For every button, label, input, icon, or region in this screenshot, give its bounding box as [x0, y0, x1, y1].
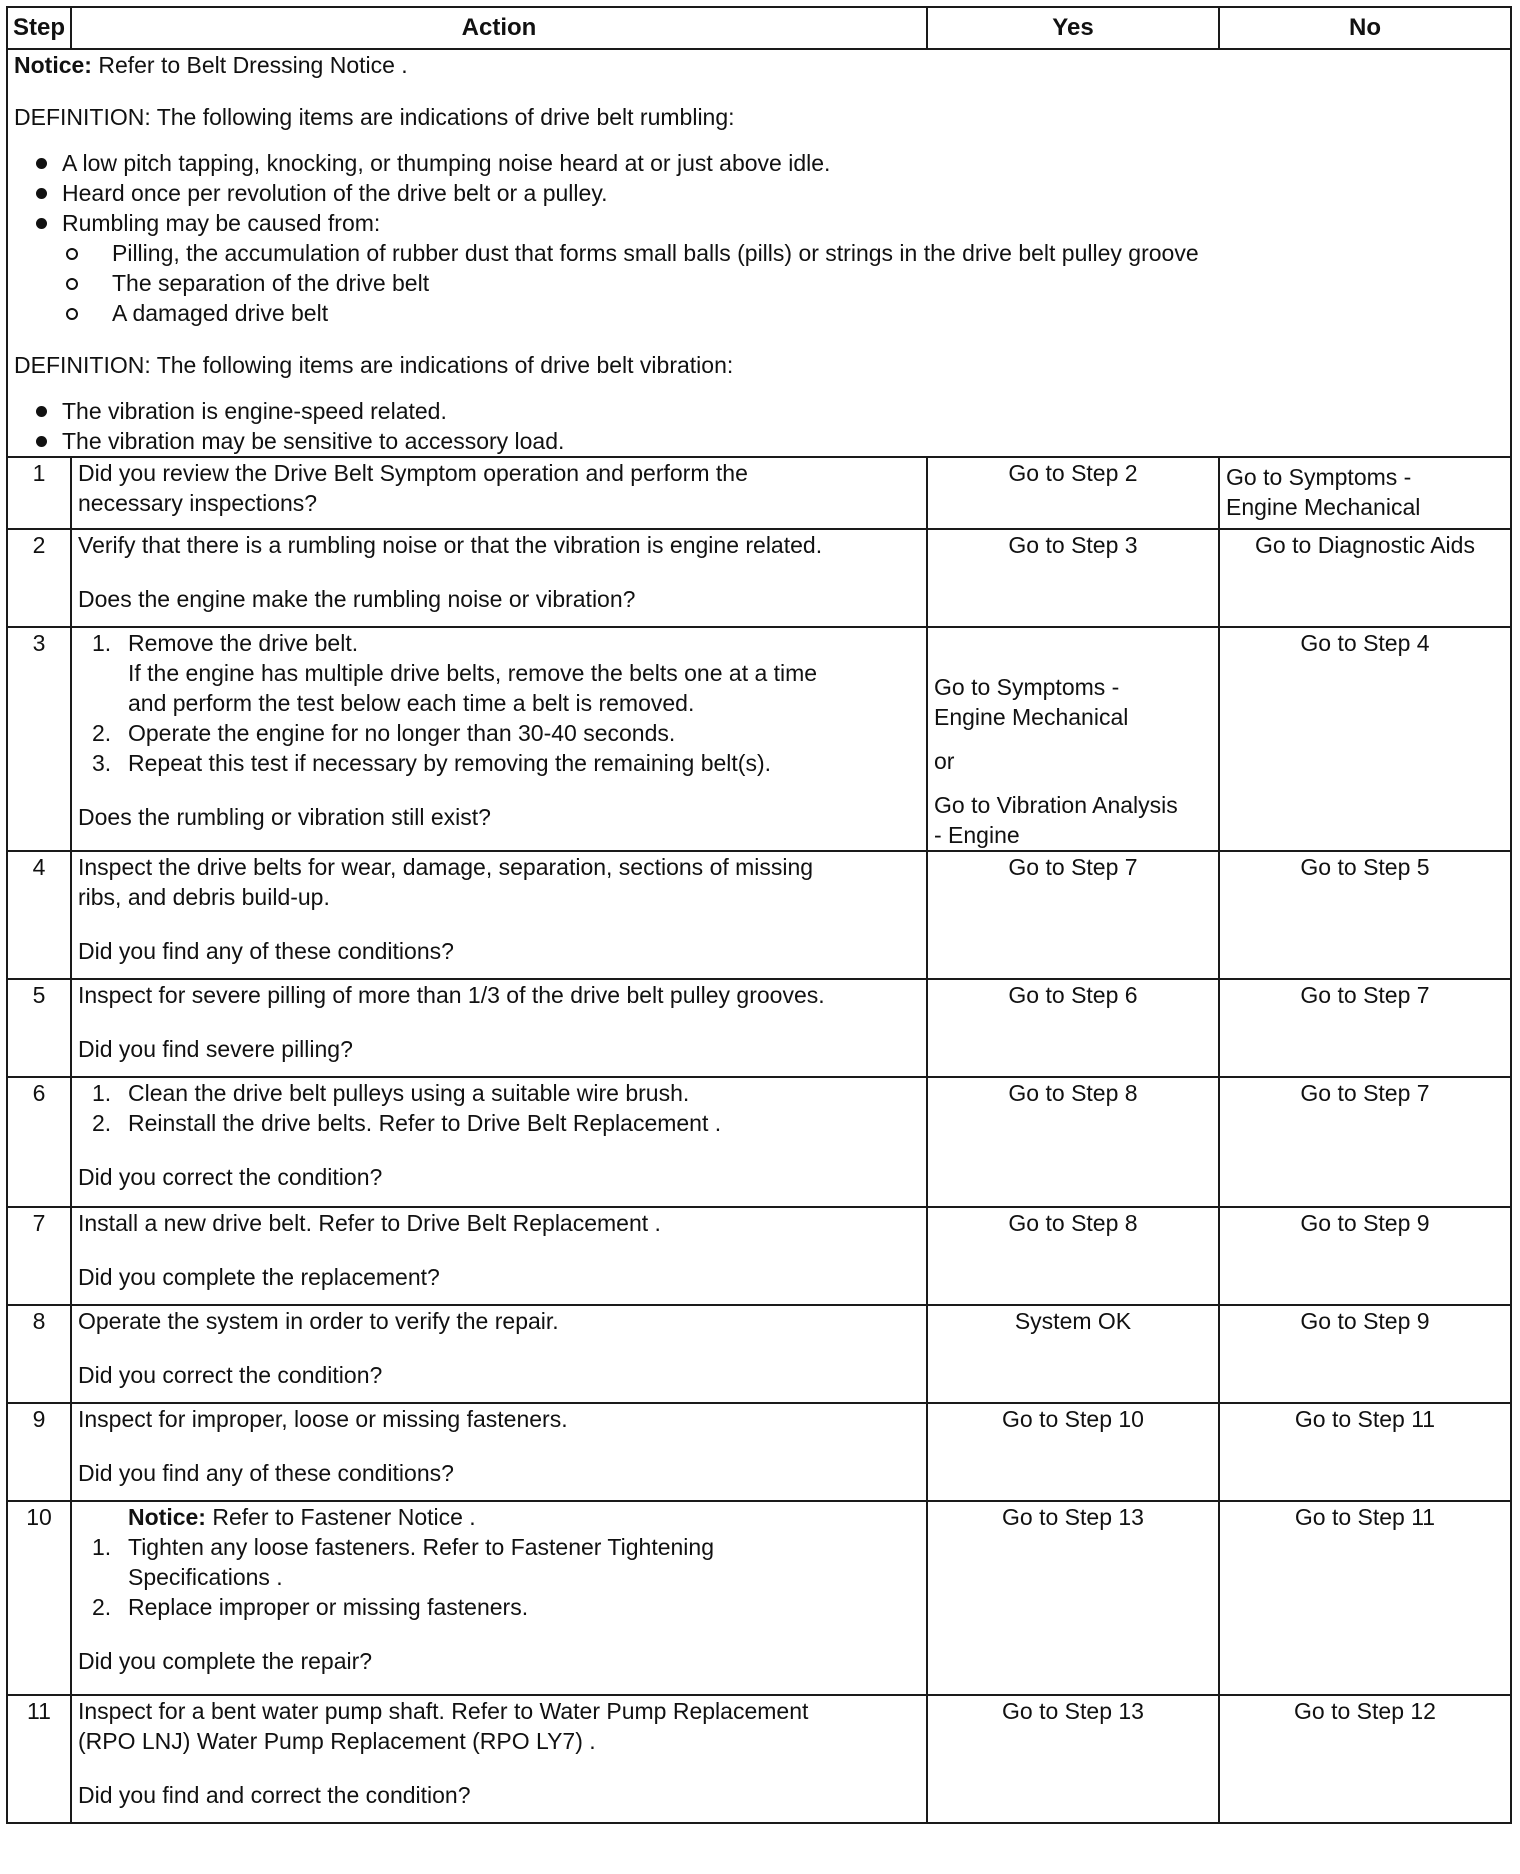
- bullet-icon: [36, 436, 47, 447]
- yes-line: Go to Symptoms -: [934, 674, 1120, 700]
- no-cell: Go to Step 5: [1219, 851, 1511, 979]
- list-item: [78, 628, 920, 718]
- step-number: 2: [7, 529, 71, 627]
- item-line: Remove the drive belt.: [128, 630, 359, 656]
- notice-text: Refer to Belt Dressing Notice .: [98, 52, 408, 78]
- question-text: Did you find severe pilling?: [78, 1036, 353, 1062]
- table-row: [7, 627, 1511, 851]
- action-line: Operate the system in order to verify the repair.: [78, 1308, 559, 1334]
- bullet-icon: [36, 188, 47, 199]
- notice-label: Notice:: [128, 1504, 206, 1530]
- yes-cell: Go to Step 13: [927, 1501, 1219, 1695]
- vibration-bullet-list: [14, 396, 1504, 456]
- yes-cell: Go to Step 7: [927, 851, 1219, 979]
- header-row: [7, 7, 1511, 49]
- step-number: 9: [7, 1403, 71, 1501]
- header-action: Action: [71, 7, 927, 49]
- bullet-icon: [36, 218, 47, 229]
- belt-dressing-notice: [14, 50, 1504, 80]
- action-line: Inspect the drive belts for wear, damage, separation, sections of missing: [78, 854, 814, 880]
- action-line: ribs, and debris build-up.: [78, 884, 330, 910]
- item-number: 1.: [92, 1080, 112, 1106]
- question-text: Did you complete the repair?: [78, 1648, 373, 1674]
- step-number: 8: [7, 1305, 71, 1403]
- list-item: [78, 748, 920, 778]
- action-line: (RPO LNJ) Water Pump Replacement (RPO LY7) .: [78, 1728, 596, 1754]
- item-number: 1.: [92, 630, 112, 656]
- intro-row: [7, 49, 1511, 457]
- question-text: Does the rumbling or vibration still exist?: [78, 804, 491, 830]
- no-cell: Go to Step 7: [1219, 979, 1511, 1077]
- no-line: Go to Symptoms -: [1226, 464, 1412, 490]
- rumbling-bullet-list: [14, 148, 1504, 328]
- yes-cell: System OK: [927, 1305, 1219, 1403]
- sub-bullet-text: The separation of the drive belt: [112, 270, 430, 296]
- item-line: Clean the drive belt pulleys using a suitable wire brush.: [128, 1080, 690, 1106]
- step-number: 6: [7, 1077, 71, 1207]
- fastener-notice: [78, 1502, 920, 1532]
- rumbling-cause-list: [62, 238, 1504, 328]
- definition-vibration: DEFINITION: The following items are indications of drive belt vibration:: [14, 352, 734, 378]
- list-item: [14, 208, 1504, 328]
- step-number: 7: [7, 1207, 71, 1305]
- list-item: [78, 718, 920, 748]
- question-text: Did you correct the condition?: [78, 1164, 383, 1190]
- procedure-list: [78, 1532, 920, 1622]
- header-no: No: [1219, 7, 1511, 49]
- item-line: Repeat this test if necessary by removing the remaining belt(s).: [128, 750, 772, 776]
- action-cell: [71, 1305, 927, 1403]
- table-row: [7, 1501, 1511, 1695]
- yes-line: or: [934, 748, 955, 774]
- item-line: Replace improper or missing fasteners.: [128, 1594, 529, 1620]
- item-number: 3.: [92, 750, 112, 776]
- table-row: [7, 851, 1511, 979]
- no-cell: Go to Step 9: [1219, 1207, 1511, 1305]
- notice-label: Notice:: [14, 52, 92, 78]
- question-text: Did you correct the condition?: [78, 1362, 383, 1388]
- no-cell: Go to Step 11: [1219, 1403, 1511, 1501]
- table-row: [7, 1403, 1511, 1501]
- sub-bullet-text: A damaged drive belt: [112, 300, 329, 326]
- list-item: [78, 1532, 920, 1592]
- list-item: [78, 1108, 920, 1138]
- no-cell: [1219, 457, 1511, 529]
- header-step: Step: [7, 7, 71, 49]
- no-cell: Go to Step 7: [1219, 1077, 1511, 1207]
- table-row: [7, 457, 1511, 529]
- yes-cell: Go to Step 13: [927, 1695, 1219, 1823]
- step-number: 5: [7, 979, 71, 1077]
- bullet-text: The vibration may be sensitive to accessory load.: [62, 428, 565, 454]
- yes-cell: Go to Step 10: [927, 1403, 1219, 1501]
- list-item: [14, 426, 1504, 456]
- no-cell: Go to Step 12: [1219, 1695, 1511, 1823]
- table-row: [7, 1695, 1511, 1823]
- no-cell: Go to Step 9: [1219, 1305, 1511, 1403]
- definition-rumbling: DEFINITION: The following items are indications of drive belt rumbling:: [14, 104, 735, 130]
- step-number: 1: [7, 457, 71, 529]
- yes-cell: Go to Step 2: [927, 457, 1219, 529]
- table-row: [7, 1305, 1511, 1403]
- procedure-list: [78, 1078, 920, 1138]
- action-line: Inspect for a bent water pump shaft. Refer to Water Pump Replacement: [78, 1698, 809, 1724]
- yes-cell: Go to Step 3: [927, 529, 1219, 627]
- list-item: [78, 1078, 920, 1108]
- step-number: 4: [7, 851, 71, 979]
- action-line: necessary inspections?: [78, 490, 318, 516]
- yes-cell: Go to Step 8: [927, 1207, 1219, 1305]
- list-item: [78, 1592, 920, 1622]
- header-yes: Yes: [927, 7, 1219, 49]
- no-line: Engine Mechanical: [1226, 494, 1421, 520]
- action-line: Inspect for improper, loose or missing fasteners.: [78, 1406, 568, 1432]
- item-number: 2.: [92, 1594, 112, 1620]
- action-line: Did you review the Drive Belt Symptom operation and perform the: [78, 460, 748, 486]
- item-line: and perform the test below each time a belt is removed.: [128, 690, 695, 716]
- question-text: Did you find any of these conditions?: [78, 1460, 454, 1486]
- list-item: [62, 238, 1504, 268]
- action-cell: [71, 979, 927, 1077]
- action-cell: [71, 1695, 927, 1823]
- action-line: Install a new drive belt. Refer to Drive Belt Replacement .: [78, 1210, 661, 1236]
- item-line: Specifications .: [128, 1564, 283, 1590]
- action-cell: [71, 529, 927, 627]
- action-line: Inspect for severe pilling of more than 1/3 of the drive belt pulley grooves.: [78, 982, 825, 1008]
- no-cell: Go to Step 4: [1219, 627, 1511, 851]
- list-item: [62, 298, 1504, 328]
- question-text: Did you find and correct the condition?: [78, 1782, 471, 1808]
- bullet-icon: [36, 406, 47, 417]
- yes-cell: Go to Step 8: [927, 1077, 1219, 1207]
- no-cell: Go to Diagnostic Aids: [1219, 529, 1511, 627]
- action-cell: [71, 1207, 927, 1305]
- question-text: Did you complete the replacement?: [78, 1264, 440, 1290]
- notice-text: Refer to Fastener Notice .: [212, 1504, 476, 1530]
- yes-line: Engine Mechanical: [934, 704, 1129, 730]
- item-line: Reinstall the drive belts. Refer to Drive Belt Replacement .: [128, 1110, 722, 1136]
- no-cell: Go to Step 11: [1219, 1501, 1511, 1695]
- procedure-list: [78, 628, 920, 778]
- yes-line: Go to Vibration Analysis: [934, 792, 1178, 818]
- diagnostic-table: [6, 6, 1512, 1824]
- list-item: [14, 396, 1504, 426]
- question-text: Does the engine make the rumbling noise or vibration?: [78, 586, 636, 612]
- table-row: [7, 529, 1511, 627]
- bullet-text: Heard once per revolution of the drive belt or a pulley.: [62, 180, 608, 206]
- item-number: 2.: [92, 720, 112, 746]
- yes-cell: Go to Step 6: [927, 979, 1219, 1077]
- step-number: 3: [7, 627, 71, 851]
- yes-cell: [927, 627, 1219, 851]
- item-line: If the engine has multiple drive belts, remove the belts one at a time: [128, 660, 818, 686]
- intro-cell: [7, 49, 1511, 457]
- list-item: [14, 148, 1504, 178]
- hollow-bullet-icon: [66, 308, 78, 320]
- action-cell: [71, 1501, 927, 1695]
- action-cell: [71, 457, 927, 529]
- action-cell: [71, 1077, 927, 1207]
- table-row: [7, 1077, 1511, 1207]
- table-row: [7, 1207, 1511, 1305]
- bullet-icon: [36, 158, 47, 169]
- action-cell: [71, 627, 927, 851]
- step-number: 10: [7, 1501, 71, 1695]
- list-item: [14, 178, 1504, 208]
- item-line: Operate the engine for no longer than 30-40 seconds.: [128, 720, 676, 746]
- sub-bullet-text: Pilling, the accumulation of rubber dust that forms small balls (pills) or strings in the drive belt pulley groove: [112, 240, 1199, 266]
- list-item: [62, 268, 1504, 298]
- action-line: Verify that there is a rumbling noise or that the vibration is engine related.: [78, 532, 823, 558]
- question-text: Did you find any of these conditions?: [78, 938, 454, 964]
- hollow-bullet-icon: [66, 248, 78, 260]
- bullet-text: A low pitch tapping, knocking, or thumping noise heard at or just above idle.: [62, 150, 831, 176]
- yes-line: - Engine: [934, 822, 1020, 848]
- table-row: [7, 979, 1511, 1077]
- item-line: Tighten any loose fasteners. Refer to Fastener Tightening: [128, 1534, 714, 1560]
- bullet-text: Rumbling may be caused from:: [62, 210, 381, 236]
- item-number: 2.: [92, 1110, 112, 1136]
- step-number: 11: [7, 1695, 71, 1823]
- item-number: 1.: [92, 1534, 112, 1560]
- action-cell: [71, 1403, 927, 1501]
- action-cell: [71, 851, 927, 979]
- bullet-text: The vibration is engine-speed related.: [62, 398, 447, 424]
- hollow-bullet-icon: [66, 278, 78, 290]
